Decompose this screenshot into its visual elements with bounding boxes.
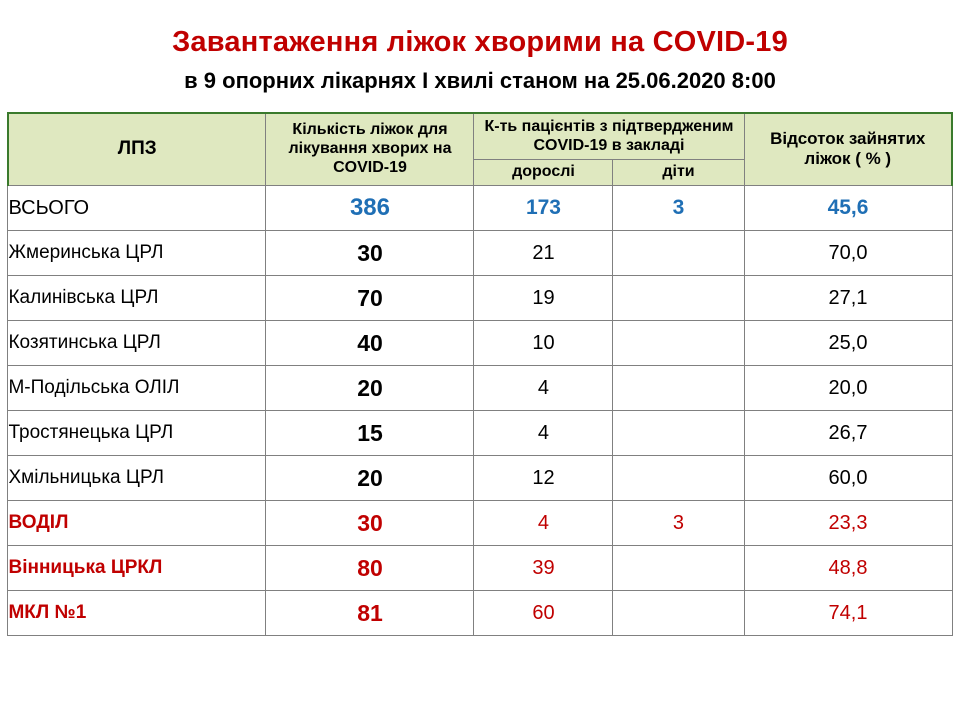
row-patients-adults: 21 <box>474 231 613 276</box>
row-facility-name: Вінницька ЦРКЛ <box>8 546 266 591</box>
title-block <box>0 0 960 94</box>
row-facility-name: М-Подільська ОЛІЛ <box>8 366 266 411</box>
row-patients-adults: 10 <box>474 321 613 366</box>
row-patients-adults: 173 <box>474 186 613 231</box>
row-percent-occupied: 23,3 <box>744 501 952 546</box>
row-facility-name: ВОДІЛ <box>8 501 266 546</box>
row-facility-name: Хмільницька ЦРЛ <box>8 456 266 501</box>
row-percent-occupied: 70,0 <box>744 231 952 276</box>
table-row <box>8 546 952 591</box>
header-patients: К-ть пацієнтів з підтвердженим COVID-19 в закладі <box>474 113 744 160</box>
table-row <box>8 591 952 636</box>
row-beds-count: 80 <box>266 546 474 591</box>
row-percent-occupied: 48,8 <box>744 546 952 591</box>
table-row <box>8 276 952 321</box>
row-patients-adults: 4 <box>474 411 613 456</box>
row-facility-name: Тростянецька ЦРЛ <box>8 411 266 456</box>
row-beds-count: 15 <box>266 411 474 456</box>
table-body <box>8 186 952 636</box>
row-beds-count: 30 <box>266 231 474 276</box>
table-row <box>8 456 952 501</box>
row-percent-occupied: 27,1 <box>744 276 952 321</box>
row-beds-count: 81 <box>266 591 474 636</box>
beds-table <box>7 112 953 637</box>
row-patients-children <box>613 411 744 456</box>
row-patients-adults: 12 <box>474 456 613 501</box>
row-patients-adults: 4 <box>474 366 613 411</box>
row-patients-adults: 60 <box>474 591 613 636</box>
row-patients-children <box>613 276 744 321</box>
row-facility-name: МКЛ №1 <box>8 591 266 636</box>
row-beds-count: 20 <box>266 366 474 411</box>
row-patients-children <box>613 321 744 366</box>
table-header <box>8 113 952 186</box>
row-patients-children <box>613 546 744 591</box>
row-patients-adults: 19 <box>474 276 613 321</box>
row-facility-name: Жмеринська ЦРЛ <box>8 231 266 276</box>
row-beds-count: 70 <box>266 276 474 321</box>
row-percent-occupied: 74,1 <box>744 591 952 636</box>
row-percent-occupied: 60,0 <box>744 456 952 501</box>
row-patients-children <box>613 231 744 276</box>
table-row <box>8 366 952 411</box>
row-facility-name: Калинівська ЦРЛ <box>8 276 266 321</box>
row-patients-children <box>613 456 744 501</box>
row-patients-children <box>613 591 744 636</box>
row-patients-children: 3 <box>613 501 744 546</box>
row-beds-count: 40 <box>266 321 474 366</box>
table-row <box>8 186 952 231</box>
table-row <box>8 501 952 546</box>
row-patients-children: 3 <box>613 186 744 231</box>
row-beds-count: 20 <box>266 456 474 501</box>
table-row <box>8 411 952 456</box>
row-percent-occupied: 20,0 <box>744 366 952 411</box>
header-beds: Кількість ліжок для лікування хворих на COVID-19 <box>266 113 474 186</box>
row-facility-name: Козятинська ЦРЛ <box>8 321 266 366</box>
row-percent-occupied: 25,0 <box>744 321 952 366</box>
header-patients-adults: дорослі <box>474 160 613 186</box>
row-patients-children <box>613 366 744 411</box>
row-beds-count: 30 <box>266 501 474 546</box>
row-patients-adults: 4 <box>474 501 613 546</box>
page-subtitle: в 9 опорних лікарнях І хвилі станом на 25.06.2020 8:00 <box>184 68 776 94</box>
row-percent-occupied: 26,7 <box>744 411 952 456</box>
header-percent: Відсоток зайнятих ліжок ( % ) <box>744 113 952 186</box>
header-patients-children: діти <box>613 160 744 186</box>
table-row <box>8 231 952 276</box>
row-beds-count: 386 <box>266 186 474 231</box>
row-patients-adults: 39 <box>474 546 613 591</box>
row-percent-occupied: 45,6 <box>744 186 952 231</box>
row-facility-name: ВСЬОГО <box>8 186 266 231</box>
page-title: Завантаження ліжок хворими на COVID-19 <box>172 26 788 58</box>
header-lpz: ЛПЗ <box>8 113 266 186</box>
table-row <box>8 321 952 366</box>
